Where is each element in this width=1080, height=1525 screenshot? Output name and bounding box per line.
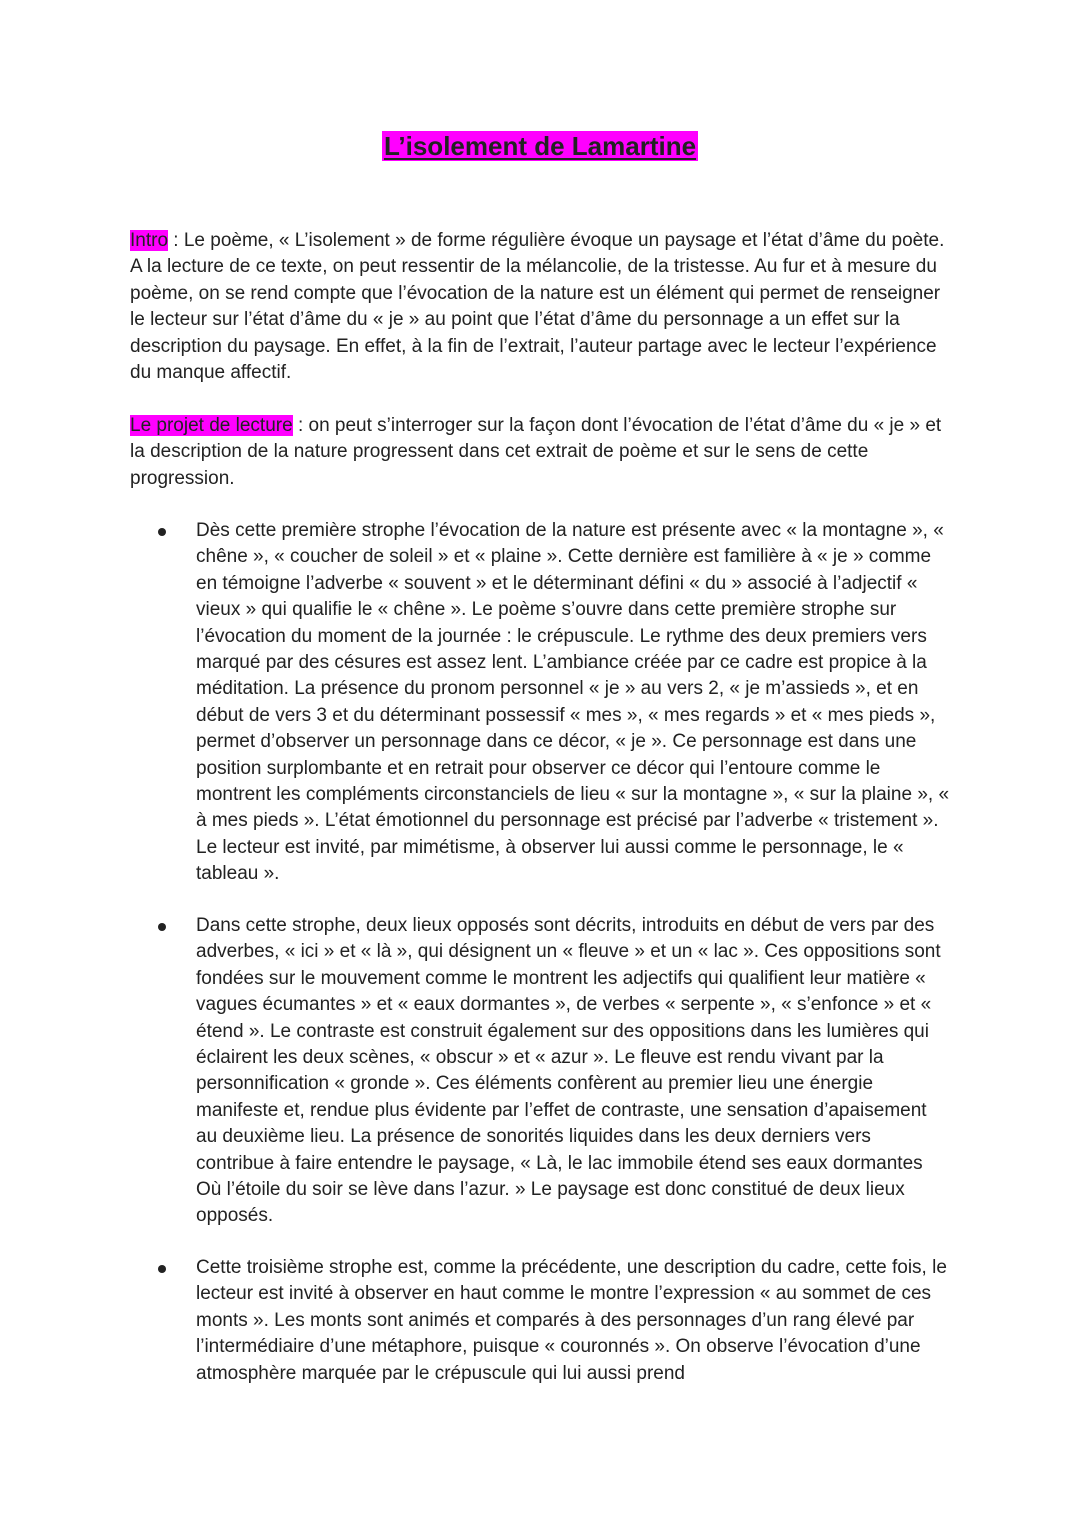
reading-project-label: Le projet de lecture [130,415,293,436]
title-highlight: L’isolement de Lamartine [383,131,697,161]
bullet-icon [158,528,166,536]
analysis-item-text: Cette troisième strophe est, comme la précédente, une description du cadre, cette fois, le lecteur est invité à observer en haut comme le montre l’expression « au sommet de ces monts ». Les monts sont animés et comparés à des personnages d’un rang élevé par l’intermédiaire d’une métaphore, puisque « couronnés ». On observe l’évocation d’une atmosphère marquée par le crépuscule qui lui aussi prend [196,1257,947,1384]
intro-text: : Le poème, « L’isolement » de forme régulière évoque un paysage et l’état d’âme du poète. A la lecture de ce texte, on peut ressentir de la mélancolie, de la tristesse. Au fur et à mesure du poème, on se rend compte que l’évocation de la nature est un élément qui permet de renseigner le lecteur sur l’état d’âme du « je » au point que l’état d’âme du personnage a un effet sur la description du paysage. En effet, à la fin de l’extrait, l’auteur partage avec le lecteur l’expérience du manque affectif. [130,230,945,384]
analysis-list [196,1255,952,1387]
intro-label: Intro [130,230,169,251]
page-title [0,128,1080,164]
analysis-item-text: Dans cette strophe, deux lieux opposés sont décrits, introduits en début de vers par des adverbes, « ici » et « là », qui désignent un « fleuve » et un « lac ». Ces oppositions sont fondées sur le mouvement comme le montrent les adjectifs qui qualifient leur matière « vagues écumantes » et « eaux dormantes », de verbes « serpente », « s’enfonce » et « étend ». Le contraste est construit également sur des oppositions dans les lumières qui éclairent les deux scènes, « obscur » et « azur ». Le fleuve est rendu vivant par la personnification « gronde ». Ces éléments confèrent au premier lieu une énergie manifeste et, rendue plus évidente par l’effet de contraste, une sensation d’apaisement au deuxième lieu. La présence de sonorités liquides dans les deux derniers vers contribue à faire entendre le paysage, « Là, le lac immobile étend ses eaux dormantes Où l’étoile du soir se lève dans l’azur. » Le paysage est donc constitué de deux lieux opposés. [196,915,941,1227]
analysis-item-1 [196,518,952,888]
analysis-item-3 [196,1255,952,1387]
reading-project-paragraph [130,413,950,492]
analysis-item-text: Dès cette première strophe l’évocation de la nature est présente avec « la montagne », « chêne », « coucher de soleil » et « plaine ». Cette dernière est familière à « je » comme en témoigne l’adverbe « souvent » et le déterminant défini « du » associé à l’adjectif « vieux » qui qualifie le « chêne ». Le poème s’ouvre dans cette première strophe sur l’évocation du moment de la journée : le crépuscule. Le rythme des deux premiers vers marqué par des césures est assez lent. L’ambiance créée par ce cadre est propice à la méditation. La présence du pronom personnel « je » au vers 2, « je m’assieds », et en début de vers 3 et du déterminant possessif « mes », « mes regards » et « mes pieds », permet d’observer un personnage dans ce décor, « je ». Ce personnage est dans une position surplombante et en retrait pour observer ce décor qui l’entoure comme le montrent les compléments circonstanciels de lieu « sur la montagne », « sur la plaine », « à mes pieds ». L’état émotionnel du personnage est précisé par l’adverbe « tristement ». Le lecteur est invité, par mimétisme, à observer lui aussi comme le personnage, le « tableau ». [196,520,950,885]
bullet-icon [158,923,166,931]
bullet-icon [158,1265,166,1273]
analysis-item-2 [196,913,952,1230]
reading-project-text: : on peut s’interroger sur la façon dont l’évocation de l’état d’âme du « je » et la description de la nature progressent dans cet extrait de poème et sur le sens de cette progression. [130,415,942,489]
intro-paragraph [130,228,950,386]
analysis-list [196,518,952,888]
analysis-list [196,913,952,1230]
